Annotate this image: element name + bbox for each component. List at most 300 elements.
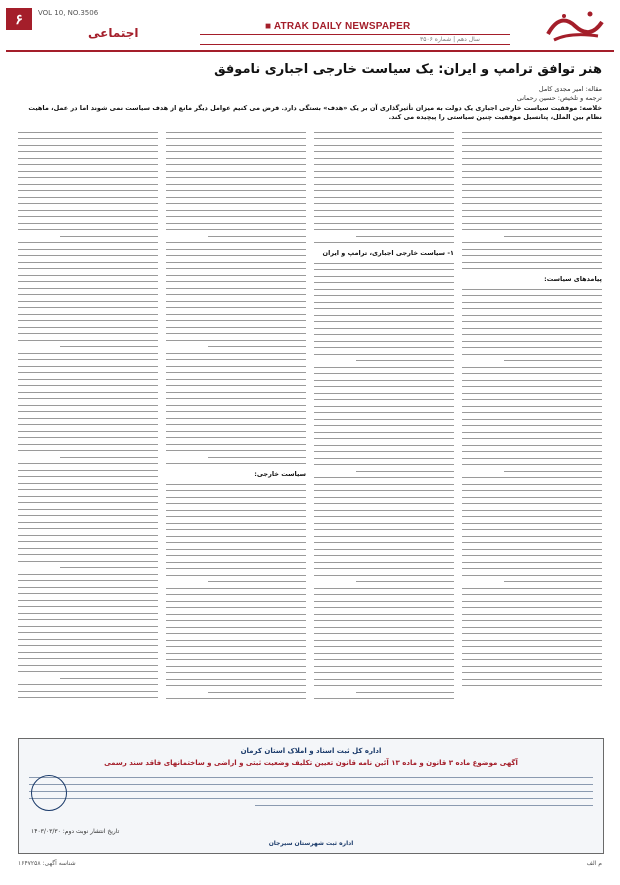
text-line [166, 223, 306, 224]
text-line [462, 262, 602, 263]
text-line [166, 653, 306, 654]
text-line [462, 393, 602, 394]
text-line [314, 373, 454, 374]
text-line [166, 484, 306, 485]
text-line [462, 138, 602, 139]
seal-icon [31, 775, 67, 811]
text-line [18, 411, 158, 412]
text-line [166, 463, 306, 464]
text-line [18, 632, 158, 633]
text-line [462, 601, 602, 602]
text-line [18, 652, 158, 653]
text-line [314, 184, 454, 185]
notice-subtitle: آگهی موضوع ماده ۳ قانون و ماده ۱۳ آئین نامه قانون تعیین تکلیف وضعیت ثبتی و اراضی و ساختمانهای فاقد سند رسمی [104, 759, 518, 767]
text-line [462, 659, 602, 660]
text-line [314, 269, 454, 270]
text-line [314, 445, 454, 446]
text-line [462, 679, 602, 680]
issue-info: سال دهم | شماره ۳۵۰۶ [420, 36, 480, 43]
text-line [314, 380, 454, 381]
text-line [314, 536, 454, 537]
text-line [18, 606, 158, 607]
text-line [18, 366, 158, 367]
text-line [166, 197, 306, 198]
text-line [18, 333, 158, 334]
text-line [462, 412, 602, 413]
text-line [166, 158, 306, 159]
text-line [314, 328, 454, 329]
text-line [314, 646, 454, 647]
text-line [18, 197, 158, 198]
text-line [462, 666, 602, 667]
text-line [166, 490, 306, 491]
text-line [18, 132, 158, 133]
text-line [166, 203, 306, 204]
text-line [18, 541, 158, 542]
text-line [166, 437, 306, 438]
text-line [462, 373, 602, 374]
text-line [462, 640, 602, 641]
text-line [504, 360, 602, 361]
text-line [166, 275, 306, 276]
notice-ref: تاریخ انتشار نوبت دوم: ۱۴۰۳/۰۳/۳۰ [31, 828, 120, 835]
text-line [462, 334, 602, 335]
text-line [166, 444, 306, 445]
text-line [18, 255, 158, 256]
text-line [18, 229, 158, 230]
text-line [18, 379, 158, 380]
text-line [166, 132, 306, 133]
text-line [166, 666, 306, 667]
text-line [166, 190, 306, 191]
text-line [462, 607, 602, 608]
text-line [314, 242, 454, 243]
text-line [166, 698, 306, 699]
text-line [166, 568, 306, 569]
text-line [166, 210, 306, 211]
text-line [18, 593, 158, 594]
text-line [314, 451, 454, 452]
text-line [356, 360, 454, 361]
text-line [314, 685, 454, 686]
text-line [18, 619, 158, 620]
text-line [18, 463, 158, 464]
text-line [18, 489, 158, 490]
section-name: اجتماعی [88, 26, 139, 40]
text-line [60, 457, 158, 458]
volume-info: VOL 10, NO.3506 [38, 9, 99, 17]
text-line [18, 203, 158, 204]
text-line [462, 451, 602, 452]
text-line [314, 425, 454, 426]
text-line [18, 268, 158, 269]
text-line [314, 334, 454, 335]
text-line [166, 523, 306, 524]
text-line [18, 262, 158, 263]
text-line [314, 575, 454, 576]
text-line [314, 190, 454, 191]
text-line [462, 542, 602, 543]
text-line [18, 327, 158, 328]
text-line [166, 340, 306, 341]
text-line [18, 385, 158, 386]
text-line [18, 658, 158, 659]
text-line [462, 223, 602, 224]
text-line [18, 574, 158, 575]
text-line [462, 633, 602, 634]
text-line [462, 588, 602, 589]
text-line [462, 177, 602, 178]
text-line [166, 588, 306, 589]
text-line [18, 216, 158, 217]
text-line [462, 562, 602, 563]
text-line [166, 431, 306, 432]
text-line [18, 249, 158, 250]
text-line [166, 510, 306, 511]
text-line [462, 497, 602, 498]
text-line [18, 450, 158, 451]
text-line [166, 366, 306, 367]
text-line [314, 263, 454, 264]
text-line [166, 536, 306, 537]
text-line [18, 645, 158, 646]
text-line [314, 302, 454, 303]
text-line [18, 372, 158, 373]
text-line [166, 151, 306, 152]
text-line [314, 158, 454, 159]
text-line [166, 418, 306, 419]
text-line [314, 412, 454, 413]
text-line [314, 653, 454, 654]
column-subhead: ۱- سیاست خارجی اجباری، ترامپ و ایران [322, 249, 454, 257]
text-line [18, 281, 158, 282]
text-line [462, 132, 602, 133]
text-line [166, 307, 306, 308]
text-line [60, 346, 158, 347]
text-line [166, 229, 306, 230]
text-line [462, 399, 602, 400]
text-line [462, 594, 602, 595]
text-line [314, 529, 454, 530]
text-line [462, 438, 602, 439]
text-line [462, 216, 602, 217]
text-line [166, 333, 306, 334]
text-line [18, 444, 158, 445]
text-line [314, 315, 454, 316]
text-line [462, 458, 602, 459]
text-line [462, 445, 602, 446]
text-line [166, 646, 306, 647]
column-subhead: سیاست خارجی: [254, 470, 306, 478]
text-line [18, 301, 158, 302]
column-1 [462, 126, 602, 736]
text-line [166, 372, 306, 373]
article-title: هنر توافق ترامپ و ایران: یک سیاست خارجی اجباری ناموفق [214, 62, 602, 77]
text-line [356, 471, 454, 472]
text-line [166, 614, 306, 615]
text-line [166, 353, 306, 354]
text-line [18, 210, 158, 211]
text-line [462, 484, 602, 485]
legal-notice [18, 738, 604, 854]
text-line [18, 528, 158, 529]
text-line [166, 503, 306, 504]
text-line [166, 288, 306, 289]
text-line [18, 691, 158, 692]
text-line [18, 496, 158, 497]
text-line [462, 151, 602, 152]
column-4 [18, 126, 158, 736]
text-line [166, 542, 306, 543]
text-line [166, 327, 306, 328]
text-line [166, 562, 306, 563]
text-line [462, 653, 602, 654]
text-line [166, 450, 306, 451]
text-line [314, 640, 454, 641]
text-line [18, 145, 158, 146]
text-line [314, 347, 454, 348]
text-line [18, 697, 158, 698]
text-line [462, 197, 602, 198]
text-line [166, 268, 306, 269]
text-line [462, 268, 602, 269]
text-line [166, 177, 306, 178]
text-line [462, 158, 602, 159]
text-line [166, 379, 306, 380]
text-line [314, 295, 454, 296]
text-line [18, 314, 158, 315]
text-line [462, 210, 602, 211]
text-line [314, 503, 454, 504]
text-line [462, 229, 602, 230]
text-line [462, 549, 602, 550]
text-line [18, 613, 158, 614]
footer-left: شناسه آگهی: ۱۶۴۷۲۵۸ [18, 860, 76, 867]
text-line [462, 255, 602, 256]
text-line [166, 497, 306, 498]
text-line [18, 171, 158, 172]
text-line [18, 548, 158, 549]
text-line [462, 295, 602, 296]
text-line [462, 386, 602, 387]
text-line [18, 288, 158, 289]
text-line [314, 438, 454, 439]
text-line [314, 516, 454, 517]
text-line [462, 425, 602, 426]
text-line [166, 633, 306, 634]
text-line [314, 223, 454, 224]
text-line [166, 255, 306, 256]
text-line [166, 281, 306, 282]
text-line [18, 359, 158, 360]
text-line [166, 679, 306, 680]
text-line [314, 164, 454, 165]
text-line [18, 684, 158, 685]
text-line [356, 581, 454, 582]
text-line [462, 347, 602, 348]
text-line [166, 359, 306, 360]
text-line [18, 242, 158, 243]
text-line [314, 458, 454, 459]
text-line [18, 177, 158, 178]
text-line [166, 294, 306, 295]
text-line [462, 575, 602, 576]
text-line [462, 242, 602, 243]
text-line [166, 392, 306, 393]
text-line [314, 203, 454, 204]
notice-footer: اداره ثبت شهرستان سیرجان [268, 840, 354, 847]
page-number: ۶ [6, 8, 32, 30]
text-line [462, 614, 602, 615]
text-line [462, 490, 602, 491]
text-line [314, 614, 454, 615]
text-line [462, 328, 602, 329]
text-line [314, 484, 454, 485]
text-line [504, 236, 602, 237]
text-line [314, 490, 454, 491]
text-line [18, 190, 158, 191]
text-line [314, 627, 454, 628]
text-line [166, 320, 306, 321]
text-line [314, 399, 454, 400]
text-line [462, 367, 602, 368]
header-rule [6, 50, 614, 52]
text-line [314, 354, 454, 355]
text-line [462, 249, 602, 250]
text-line [314, 555, 454, 556]
text-line [314, 432, 454, 433]
text-line [18, 138, 158, 139]
article-columns [18, 126, 602, 736]
text-line [18, 554, 158, 555]
text-line [356, 236, 454, 237]
text-line [18, 671, 158, 672]
notice-body [29, 771, 593, 812]
text-line [314, 216, 454, 217]
text-line [166, 216, 306, 217]
text-line [314, 229, 454, 230]
translator: ترجمه و تلخیص: حسین رحمانی [516, 94, 602, 102]
text-line [166, 640, 306, 641]
text-line [18, 587, 158, 588]
text-line [314, 679, 454, 680]
text-line [166, 184, 306, 185]
text-line [314, 419, 454, 420]
text-line [314, 145, 454, 146]
text-line [462, 171, 602, 172]
text-line [462, 536, 602, 537]
text-line [18, 431, 158, 432]
text-line [314, 321, 454, 322]
text-line [18, 561, 158, 562]
text-line [462, 302, 602, 303]
text-line [462, 354, 602, 355]
text-line [504, 581, 602, 582]
text-line [462, 516, 602, 517]
text-line [314, 568, 454, 569]
column-subhead: پیامدهای سیاست: [544, 275, 602, 283]
text-line [314, 367, 454, 368]
text-line [462, 523, 602, 524]
text-line [208, 457, 306, 458]
text-line [166, 171, 306, 172]
text-line [314, 477, 454, 478]
text-line [18, 600, 158, 601]
text-line [208, 236, 306, 237]
text-line [18, 294, 158, 295]
text-line [18, 535, 158, 536]
text-line [462, 145, 602, 146]
text-line [462, 184, 602, 185]
text-line [18, 184, 158, 185]
text-line [462, 555, 602, 556]
text-line [18, 437, 158, 438]
text-line [18, 353, 158, 354]
text-line [462, 308, 602, 309]
text-line [462, 432, 602, 433]
text-line [166, 145, 306, 146]
text-line [166, 385, 306, 386]
text-line [462, 464, 602, 465]
author: مقاله: امیر مجدی کامل [538, 85, 602, 93]
text-line [314, 594, 454, 595]
text-line [166, 620, 306, 621]
text-line [314, 523, 454, 524]
text-line [504, 471, 602, 472]
article-summary: خلاصه: موفقیت سیاست خارجی اجباری یک دولت به میزان تأثیرگذاری آن بر یک «هدف» بستگی دارد. فرض می کنیم عوامل دیگر مانع از هدف سیاست نمی شوند اما در عمل، ماهیت نظام بین الملل، پتانسیل موفقیت چنین سیاستی را پیچیده می کند. [28, 104, 602, 121]
text-line [166, 627, 306, 628]
text-line [18, 405, 158, 406]
text-line [208, 346, 306, 347]
text-line [18, 515, 158, 516]
text-line [462, 529, 602, 530]
text-line [314, 177, 454, 178]
text-line [314, 698, 454, 699]
text-line [18, 340, 158, 341]
text-line [462, 406, 602, 407]
text-line [462, 510, 602, 511]
brand-english: ■ ATRAK DAILY NEWSPAPER [265, 21, 411, 32]
text-line [462, 203, 602, 204]
text-line [166, 314, 306, 315]
text-line [166, 138, 306, 139]
text-line [60, 567, 158, 568]
text-line [166, 672, 306, 673]
text-line [166, 411, 306, 412]
text-line [314, 276, 454, 277]
text-line [314, 633, 454, 634]
text-line [314, 289, 454, 290]
text-line [314, 542, 454, 543]
text-line [18, 392, 158, 393]
text-line [166, 164, 306, 165]
text-line [314, 672, 454, 673]
text-line [18, 639, 158, 640]
text-line [462, 503, 602, 504]
text-line [60, 236, 158, 237]
text-line [314, 464, 454, 465]
text-line [462, 620, 602, 621]
text-line [18, 158, 158, 159]
text-line [18, 522, 158, 523]
text-line [314, 308, 454, 309]
text-line [314, 666, 454, 667]
text-line [314, 171, 454, 172]
text-line [166, 262, 306, 263]
text-line [18, 307, 158, 308]
text-line [18, 424, 158, 425]
text-line [166, 398, 306, 399]
